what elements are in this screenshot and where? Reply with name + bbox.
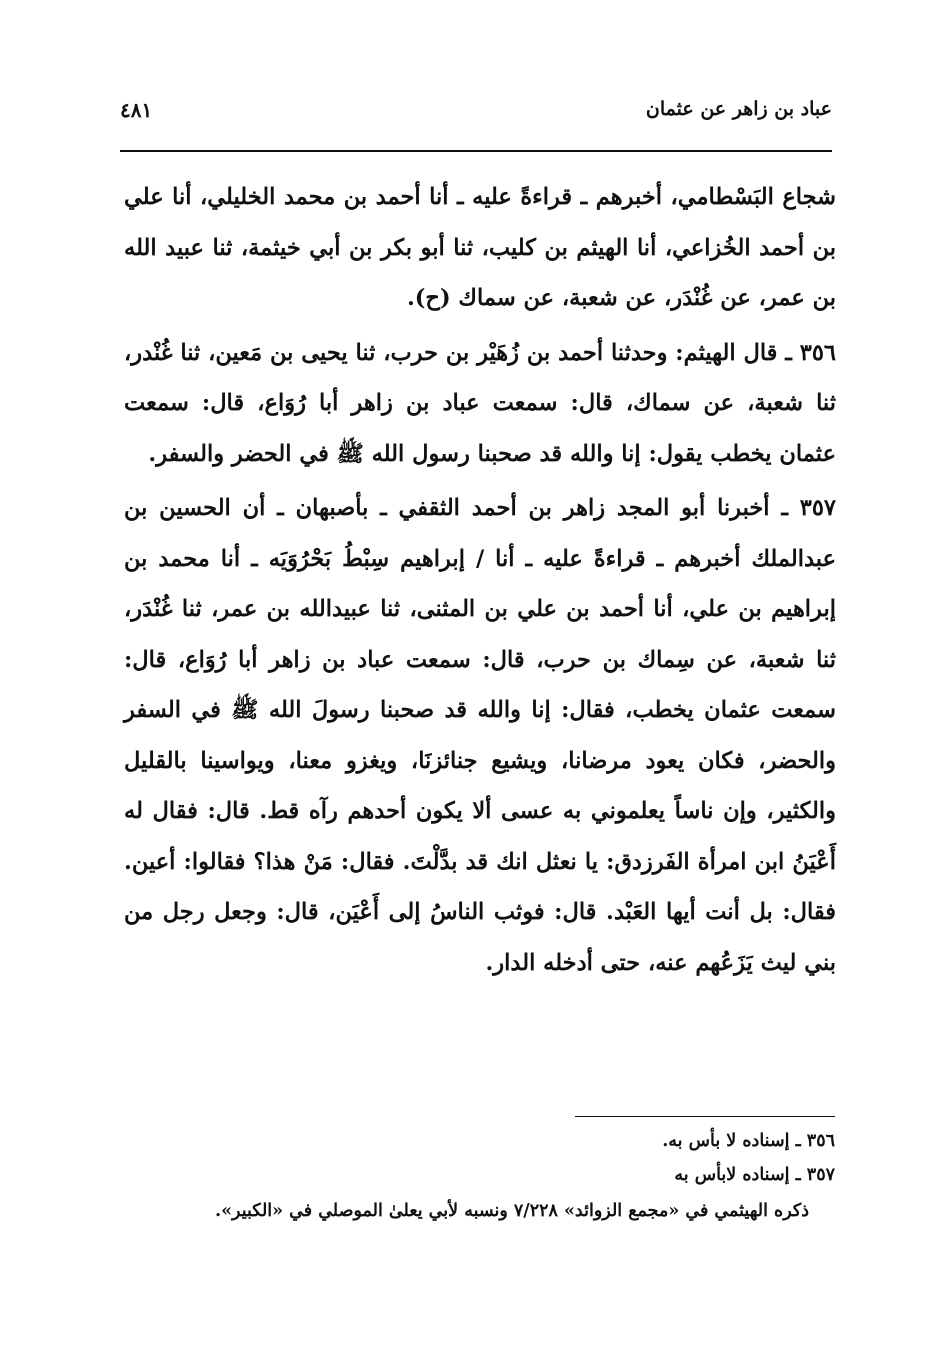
page-header <box>120 92 832 132</box>
running-title: عباد بن زاهر عن عثمان <box>645 98 832 120</box>
header-divider <box>120 150 832 152</box>
paragraph-continuation: شجاع البَسْطامي، أخبرهم ـ قراءةً عليه ـ أنا أحمد بن محمد الخليلي، أنا علي بن أحمد الخُزاعي، أنا الهيثم بن كليب، ثنا أبو بكر بن أبي خيثمة، ثنا عبيد الله بن عمر، عن غُنْدَر، عن شعبة، عن سماك (ح). <box>124 184 836 311</box>
paragraph-356: ٣٥٦ ـ قال الهيثم: وحدثنا أحمد بن زُهَيْر بن حرب، ثنا يحيى بن مَعين، ثنا غُنْدر، ثنا شعبة، عن سماك، قال: سمعت عباد بن زاهر أبا رُوَاع، قال: سمعت عثمان يخطب يقول: إنا والله قد صحبنا رسول الله ﷺ في الحضر والسفر. <box>124 339 836 467</box>
main-text <box>124 172 836 988</box>
footnotes <box>130 1124 835 1229</box>
paragraph-357: ٣٥٧ ـ أخبرنا أبو المجد زاهر بن أحمد الثقفي ـ بأصبهان ـ أن الحسين بن عبدالملك أخبرهم ـ قراءةً عليه ـ أنا / إبراهيم سِبْطُ بَحْرُوَيَه ـ أنا محمد بن إبراهيم بن علي، أنا أحمد بن علي بن المثنى، ثنا عبيدالله بن عمر، ثنا غُنْدَر، ثنا شعبة، عن سِماك بن حرب، قال: سمعت عباد بن زاهر أبا رُوَاع، قال: سمعت عثمان يخطب، فقال: إنا والله قد صحبنا رسولَ الله ﷺ في السفر والحضر، فكان يعود مرضانا، ويشيع جنائزنَا، ويغزو معنا، ويواسينا بالقليل والكثير، وإن ناساً يعلموني به عسى ألا يكون أحدهم رآه قط. قال: فقال له أَعْيَنُ ابن امرأة الفَرزدق: يا نعثل انك قد بدَّلْتَ. فقال: مَنْ هذا؟ فقالوا: أعين. فقال: بل أنت أيها العَبْد. قال: فوثب الناسُ إلى أَعْيَن، قال: وجعل رجل من بني ليث يَزَعُهم عنه، حتى أدخله الدار. <box>124 495 836 976</box>
page-number: ٤٨١ <box>120 98 153 122</box>
footnote-357: ٣٥٧ ـ إسناده لابأس به <box>674 1165 835 1185</box>
footnote-356: ٣٥٦ ـ إسناده لا بأس به. <box>662 1131 835 1151</box>
footnote-357-detail: ذكره الهيثمي في «مجمع الزوائد» ٧/٢٢٨ ونسبه لأبي يعلىٰ الموصلي في «الكبير». <box>215 1201 809 1221</box>
footnote-divider <box>575 1116 835 1117</box>
